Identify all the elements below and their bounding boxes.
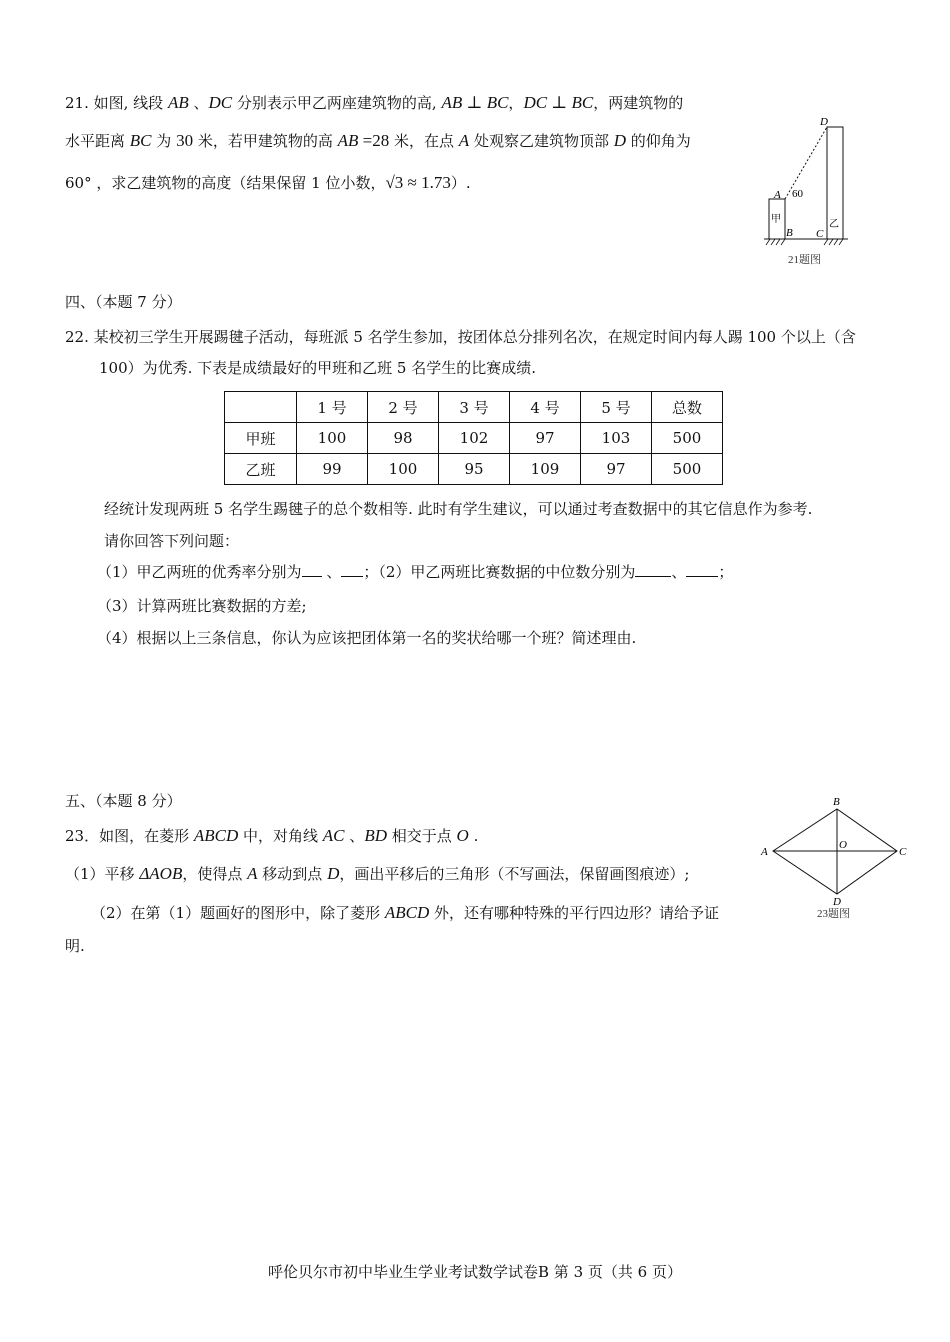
label-A: A — [774, 189, 781, 201]
q22-subquestion-4: （4）根据以上三条信息，你认为应该把团体第一名的奖状给哪一个班？简述理由. — [97, 629, 637, 647]
label-C: C — [816, 228, 824, 240]
label-D: D — [820, 116, 828, 128]
table-header-cell: 2 号 — [368, 392, 439, 423]
table-header-cell: 5 号 — [581, 392, 652, 423]
table-cell: 99 — [297, 454, 368, 485]
table-header-cell — [225, 392, 297, 423]
figure-23 — [755, 793, 915, 923]
answer-blank[interactable] — [341, 562, 363, 577]
ground-hatching — [766, 239, 843, 245]
q22-subquestions-1-2: （1）甲乙两班的优秀率分别为 、 ；（2）甲乙两班比赛数据的中位数分别为 、 ； — [97, 563, 734, 581]
table-cell: 乙班 — [225, 454, 297, 485]
label-B: B — [786, 227, 793, 239]
table-cell: 109 — [510, 454, 581, 485]
label-D: D — [833, 896, 841, 908]
section-5-heading: 五、（本题 8 分） — [65, 792, 182, 810]
answer-blank[interactable] — [686, 562, 718, 577]
q23-line-1: 23．如图，在菱形 ABCD 中，对角线 AC 、BD 相交于点 O . — [65, 826, 479, 845]
section-4-heading: 四、（本题 7 分） — [65, 293, 182, 311]
q22-paragraph-2: 请你回答下列问题： — [104, 532, 240, 550]
figure-23-caption: 23题图 — [817, 908, 850, 920]
table-cell: 103 — [581, 423, 652, 454]
table-row — [225, 454, 723, 485]
table-cell: 100 — [368, 454, 439, 485]
table-header-cell: 4 号 — [510, 392, 581, 423]
figure-21 — [760, 110, 860, 270]
table-cell: 500 — [652, 454, 723, 485]
label-O: O — [839, 839, 847, 851]
table-cell: 500 — [652, 423, 723, 454]
table-header-cell: 1 号 — [297, 392, 368, 423]
table-cell: 98 — [368, 423, 439, 454]
table-row — [225, 423, 723, 454]
table-cell: 100 — [297, 423, 368, 454]
q23-line-3: （2）在第（1）题画好的图形中，除了菱形 ABCD 外，还有哪种特殊的平行四边形？请给予证 — [91, 903, 720, 922]
table-cell: 甲班 — [225, 423, 297, 454]
q23-line-2: （1）平移 ΔAOB，使得点 A 移动到点 D，画出平移后的三角形（不写画法，保留画图痕迹）; — [65, 864, 690, 883]
q21-line-1: 21. 如图, 线段 AB 、DC 分别表示甲乙两座建筑物的高, AB ⊥ BC，DC ⊥ BC，两建筑物的 — [65, 93, 684, 112]
label-yi: 乙 — [829, 219, 839, 230]
answer-blank[interactable] — [302, 562, 322, 577]
table-cell: 97 — [510, 423, 581, 454]
page-footer: 呼伦贝尔市初中毕业生学业考试数学试卷B 第 3 页（共 6 页） — [268, 1263, 682, 1281]
table-cell: 97 — [581, 454, 652, 485]
table-cell: 95 — [439, 454, 510, 485]
answer-blank[interactable] — [635, 562, 671, 577]
q22-paragraph-1: 经统计发现两班 5 名学生踢毽子的总个数相等. 此时有学生建议，可以通过考查数据中的其它信息作为参考. — [104, 500, 813, 518]
table-header-row — [225, 392, 723, 423]
label-C: C — [899, 846, 907, 858]
q23-line-4: 明. — [65, 937, 85, 955]
q21-line-3: 60° ，求乙建筑物的高度（结果保留 1 位小数，√3 ≈ 1.73）. — [65, 173, 471, 192]
label-jia: 甲 — [771, 214, 781, 225]
q22-subquestion-3: （3）计算两班比赛数据的方差; — [97, 597, 307, 615]
q22-line-1: 22. 某校初三学生开展踢毽子活动，每班派 5 名学生参加，按团体总分排列名次，在规定时间内每人踢 100 个以上（含 — [65, 328, 856, 346]
label-60: 60 — [792, 188, 803, 200]
table-header-cell: 总数 — [652, 392, 723, 423]
table-cell: 102 — [439, 423, 510, 454]
q22-line-2: 100）为优秀. 下表是成绩最好的甲班和乙班 5 名学生的比赛成绩. — [99, 359, 537, 377]
q21-line-2: 水平距离 BC 为 30 米，若甲建筑物的高 AB =28 米，在点 A 处观察乙建筑物顶部 D 的仰角为 — [65, 131, 691, 150]
table-header-cell: 3 号 — [439, 392, 510, 423]
score-table — [224, 391, 723, 485]
label-B: B — [833, 796, 840, 808]
label-A: A — [761, 846, 768, 858]
figure-21-caption: 21题图 — [788, 254, 821, 266]
